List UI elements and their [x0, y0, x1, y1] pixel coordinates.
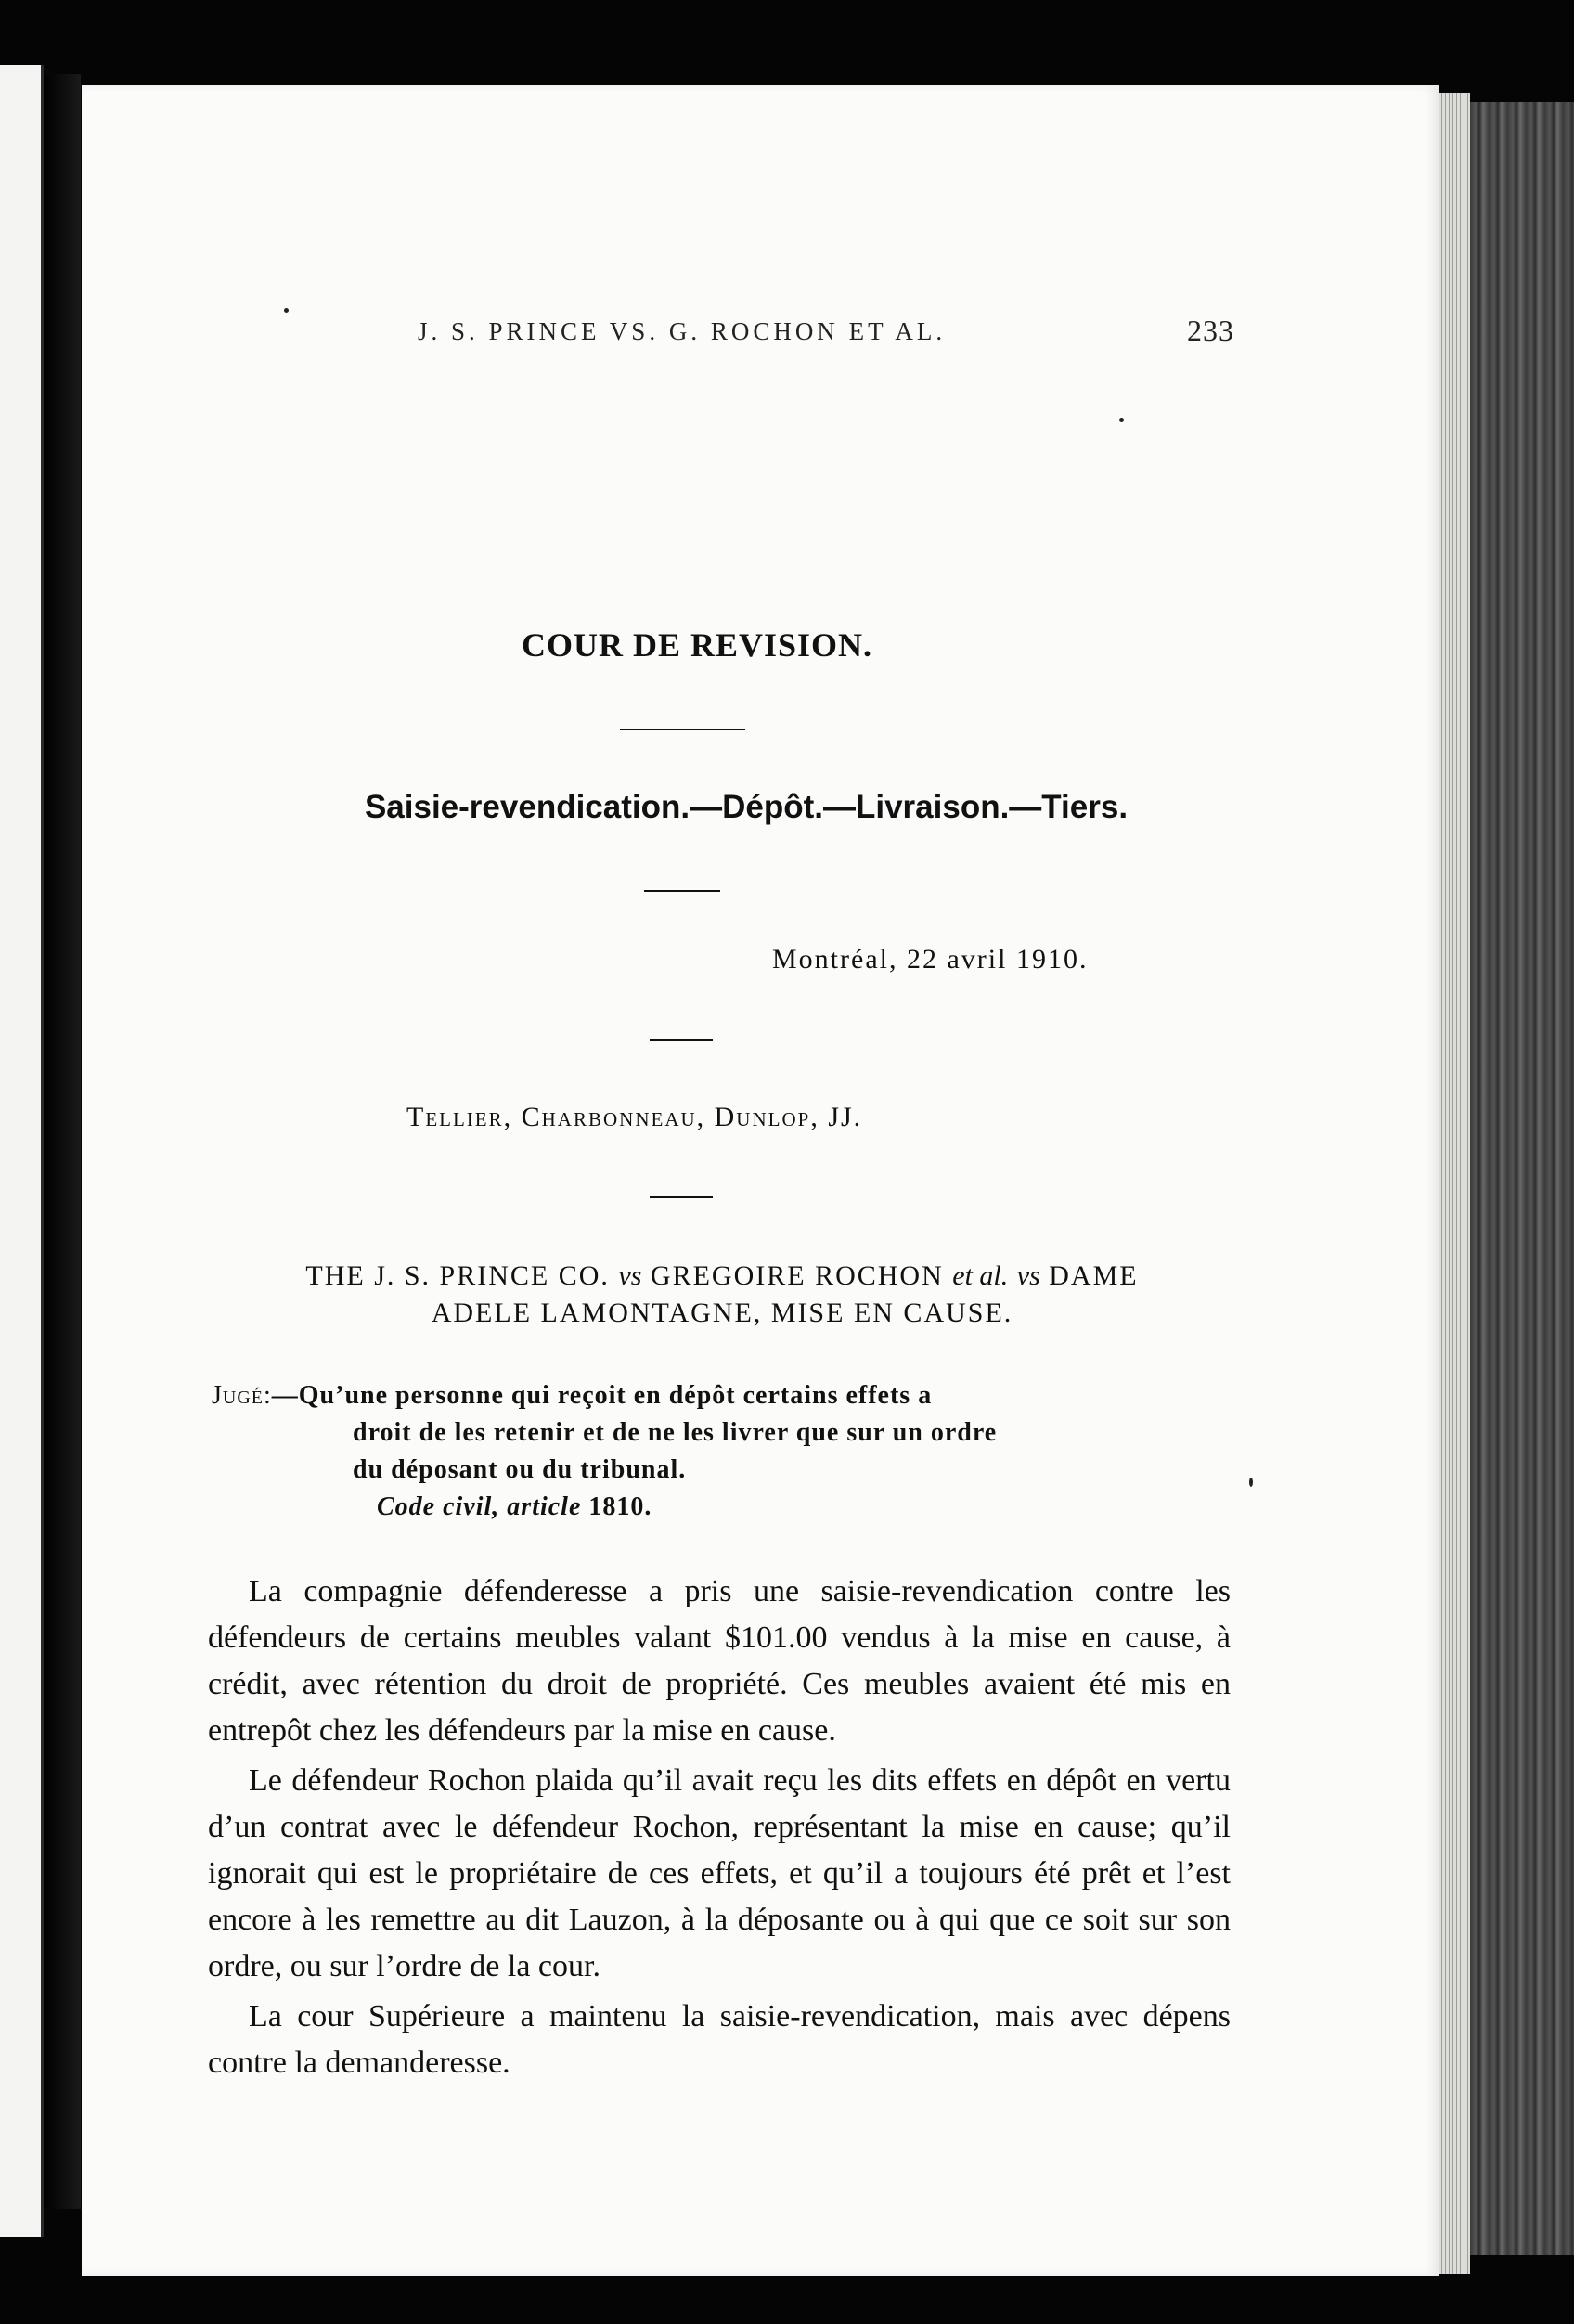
court-title: COUR DE REVISION.: [521, 626, 873, 664]
divider-rule: [620, 729, 745, 730]
body-text: [208, 1569, 1231, 2090]
dateline: Montréal, 22 avril 1910.: [772, 944, 1089, 975]
print-speck: [1249, 1478, 1253, 1487]
page-content: [82, 85, 1439, 2276]
print-speck: [284, 308, 289, 313]
divider-rule: [650, 1196, 713, 1198]
holding-line-1: Jugé:—Qu’une personne qui reçoit en dépôt certains effets a: [212, 1381, 933, 1410]
case-parties: [202, 1258, 1242, 1332]
divider-rule: [650, 1039, 713, 1041]
holding-line-2: droit de les retenir et de ne les livrer que sur un ordre: [353, 1418, 998, 1447]
book-gutter: [44, 74, 81, 2209]
code-reference: Code civil, article 1810.: [377, 1492, 652, 1521]
background-surface: [1470, 102, 1574, 2255]
parties-line-2: ADELE LAMONTAGNE, MISE EN CAUSE.: [431, 1298, 1013, 1328]
paragraph: Le défendeur Rochon plaida qu’il avait reçu les dits effets en dépôt en vertu d’un contrat avec le défendeur Rochon, représentant la mise en cause; qu’il ignorait qui est le propriétaire de ces effets, et qu’il a toujours été prêt et l’est encore à les remettre au dit Lauzon, à la déposante ou à qui que ce soit sur son ordre, ou sur l’ordre de la cour.: [208, 1763, 1231, 1983]
page: [82, 85, 1439, 2276]
running-head: [418, 314, 1234, 347]
subject-heading: Saisie-revendication.—Dépôt.—Livraison.—Tiers.: [364, 789, 1129, 825]
divider-rule: [644, 890, 720, 892]
holding-label: Jugé:: [212, 1381, 272, 1410]
judges-line: Tellier, Charbonneau, Dunlop, JJ.: [406, 1102, 863, 1132]
paragraph: La compagnie défenderesse a pris une saisie-revendication contre les défendeurs de certains meubles valant $101.00 vendus à la mise en cause, à crédit, avec rétention du droit de propriété. Ces meubles avaient été mis en entrepôt chez les défendeurs par la mise en cause.: [208, 1574, 1231, 1748]
paragraph: La cour Supérieure a maintenu la saisie-revendication, mais avec dépens contre la demanderesse.: [208, 1999, 1231, 2080]
facing-page-edge: [0, 65, 44, 2237]
page-number: 233: [1187, 314, 1234, 347]
print-speck: [1119, 418, 1124, 422]
page-edges: [1439, 93, 1470, 2274]
parties-line-1: THE J. S. PRINCE CO. vs GREGOIRE ROCHON et al. vs DAME: [305, 1260, 1139, 1291]
running-head-title: J. S. PRINCE VS. G. ROCHON ET AL.: [418, 317, 947, 345]
holding-line-3: du déposant ou du tribunal.: [353, 1455, 687, 1484]
holding-summary: [212, 1377, 1232, 1526]
